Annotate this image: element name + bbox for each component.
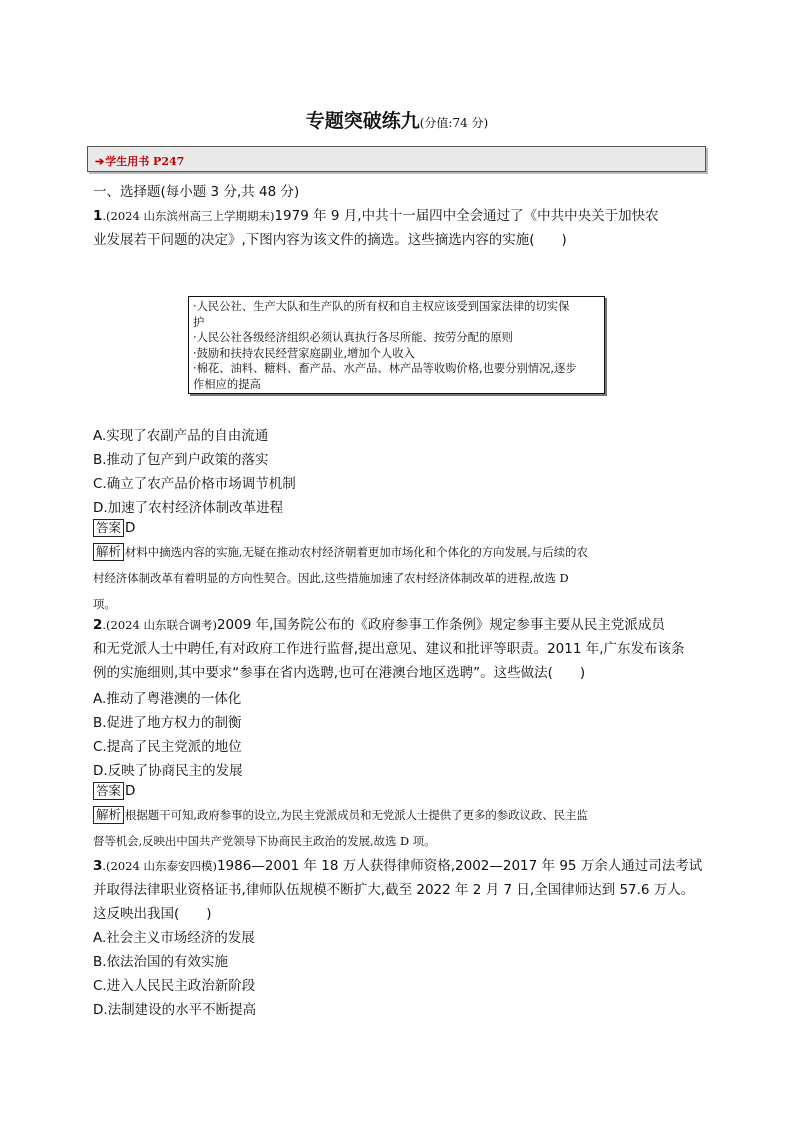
answer-tag: 答案 [93, 782, 124, 800]
analysis-1: 解析 材料中摘选内容的实施,无疑在推动农村经济朝着更加市场化和个体化的方向发展,与后续的农 村经济体制改革有着明显的方向性契合。因此,这些措施加速了农村经济体制改革的进程,故选 D 项。 [93, 544, 588, 611]
option-c: C.确立了农产品价格市场调节机制 [93, 476, 296, 492]
question-2-line-1: 2.(2024 山东联合调考)2009 年,国务院公布的《政府参事工作条例》规定参事主要从民主党派成员 [93, 617, 665, 633]
answer-1: 答案 D [93, 519, 135, 537]
excerpt-line: ·鼓励和扶持农民经营家庭副业,增加个人收入 [193, 346, 415, 360]
question-2-line-2: 和无党派人士中聘任,有对政府工作进行监督,提出意见、建议和批评等职责。2011 年,广东发布该条 [93, 641, 685, 657]
option-a: A.社会主义市场经济的发展 [93, 930, 255, 946]
option-c: C.进入人民民主政治新阶段 [93, 978, 256, 994]
option-a: A.推动了粤港澳的一体化 [93, 691, 242, 707]
page-title: 专题突破练九(分值:74 分) [305, 110, 489, 132]
answer-tag: 答案 [93, 519, 124, 537]
document-excerpt-box [188, 296, 605, 394]
option-c: C.提高了民主党派的地位 [93, 739, 242, 755]
option-b: B.依法治国的有效实施 [93, 954, 229, 970]
analysis-tag: 解析 [93, 806, 124, 824]
option-a: A.实现了农副产品的自由流通 [93, 428, 269, 444]
student-book-banner [87, 146, 706, 172]
analysis-tag: 解析 [93, 543, 124, 561]
answer-2: 答案 D [93, 782, 135, 800]
question-1-line-1: 1.(2024 山东滨州高三上学期期末)1979 年 9 月,中共十一届四中全会通过了《中共中央关于加快农 [93, 208, 659, 224]
option-d: D.加速了农村经济体制改革进程 [93, 500, 284, 516]
question-2-line-3: 例的实施细则,其中要求“参事在省内选聘,也可在港澳台地区选聘”。这些做法( ) [93, 665, 586, 681]
option-d: D.反映了协商民主的发展 [93, 763, 243, 779]
section-heading: 一、选择题(每小题 3 分,共 48 分) [93, 184, 300, 200]
question-1-line-2: 业发展若干问题的决定》,下图内容为该文件的摘选。这些摘选内容的实施( ) [93, 232, 567, 248]
option-b: B.促进了地方权力的制衡 [93, 715, 242, 731]
excerpt-line: 护 [193, 315, 205, 329]
question-3-line-2: 并取得法律职业资格证书,律师队伍规模不断扩大,截至 2022 年 2 月 7 日,全国律师达到 57.6 万人。 [93, 882, 695, 898]
score-note: (分值:74 分) [419, 116, 489, 130]
excerpt-line: ·人民公社各级经济组织必须认真执行各尽所能、按劳分配的原则 [193, 331, 513, 344]
arrow-icon: ➔ [95, 155, 105, 168]
question-3-line-1: 3.(2024 山东泰安四模)1986—2001 年 18 万人获得律师资格,2002—2017 年 95 万余人通过司法考试 [93, 858, 703, 874]
excerpt-line: ·棉花、油料、糖料、畜产品、水产品、林产品等收购价格,也要分别情况,逐步 [193, 362, 577, 375]
question-3-line-3: 这反映出我国( ) [93, 906, 212, 922]
analysis-2: 解析 根据题干可知,政府参事的设立,为民主党派成员和无党派人士提供了更多的参政议政、民主监 督等机会,反映出中国共产党领导下协商民主政治的发展,故选 D 项。 [93, 807, 588, 848]
option-b: B.推动了包产到户政策的落实 [93, 452, 269, 468]
excerpt-line: ·人民公社、生产大队和生产队的所有权和自主权应该受到国家法律的切实保 [193, 300, 570, 313]
option-d: D.法制建设的水平不断提高 [93, 1002, 257, 1018]
page-reference: ➔学生用书 P247 [95, 155, 185, 168]
excerpt-line: 作相应的提高 [193, 377, 261, 391]
